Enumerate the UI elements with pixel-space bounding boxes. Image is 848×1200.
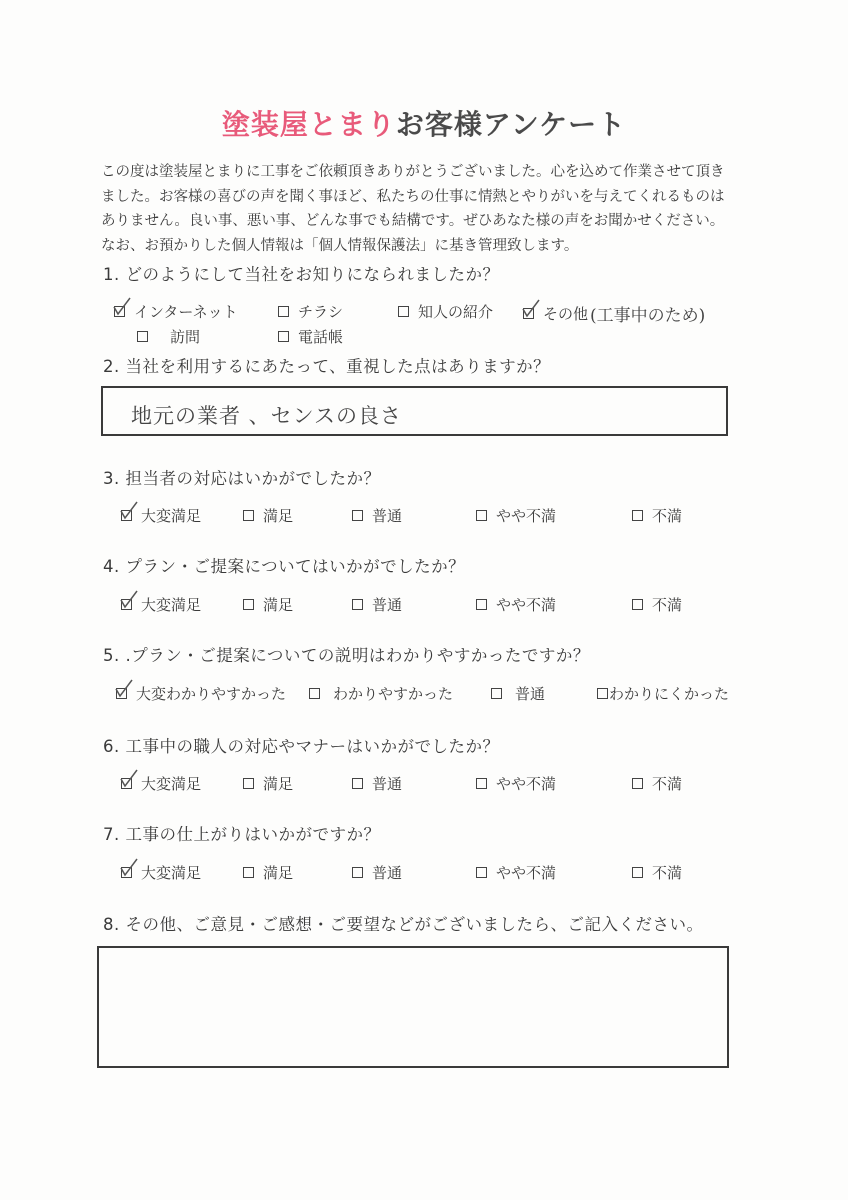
option-label: 不満 [652, 775, 683, 793]
question-5-label: 5. .プラン・ご提案についての説明はわかりやすかったですか？ [103, 646, 590, 665]
checkbox[interactable] [243, 510, 254, 521]
option-label: 不満 [652, 864, 683, 882]
option-label: やや不満 [496, 775, 557, 793]
q3-option-somewhat-dissatisfied[interactable] [476, 505, 556, 526]
option-label: やや不満 [496, 507, 557, 525]
checkbox[interactable] [243, 867, 254, 878]
question-2-label: 2. 当社を利用するにあたって、重視した点はありますか？ [103, 357, 551, 376]
q3-option-dissatisfied[interactable] [632, 505, 682, 526]
option-label: インターネット [134, 303, 238, 321]
q7-option-very-satisfied[interactable] [121, 862, 201, 883]
survey-title: お客様アンケート [395, 108, 627, 141]
q2-handwritten-answer: 地元の業者 、センスの良さ [131, 404, 403, 428]
checkmark-icon [114, 678, 134, 700]
checkbox[interactable] [352, 599, 363, 610]
checkbox[interactable] [352, 510, 363, 521]
q3-option-neutral[interactable] [352, 505, 402, 526]
checkbox[interactable] [632, 599, 643, 610]
option-label: 知人の紹介 [418, 303, 494, 321]
option-label: わかりやすかった [333, 685, 454, 703]
q6-option-neutral[interactable] [352, 773, 402, 794]
q7-option-satisfied[interactable] [243, 862, 293, 883]
checkbox[interactable] [632, 510, 643, 521]
q6-option-dissatisfied[interactable] [632, 773, 682, 794]
other-handwritten-note: (工事中のため) [590, 306, 706, 326]
q7-option-somewhat-dissatisfied[interactable] [476, 862, 556, 883]
checkbox[interactable] [352, 867, 363, 878]
checkbox[interactable] [632, 778, 643, 789]
checkbox[interactable] [398, 306, 409, 317]
checkbox[interactable] [309, 688, 320, 699]
intro-line: ました。お客様の喜びの声を聞く事ほど、私たちの仕事に情熱とやりがいを与えてくれるものは [101, 188, 725, 205]
checkbox[interactable] [491, 688, 502, 699]
option-label: 電話帳 [298, 328, 344, 346]
checkbox[interactable] [523, 308, 534, 319]
option-label: 普通 [372, 775, 403, 793]
checkmark-icon [119, 768, 139, 790]
checkmark-icon [112, 296, 132, 318]
option-label: 大変満足 [141, 864, 202, 882]
question-4-label: 4. プラン・ご提案についてはいかがでしたか？ [103, 557, 466, 576]
q6-option-somewhat-dissatisfied[interactable] [476, 773, 556, 794]
checkbox[interactable] [278, 306, 289, 317]
intro-line: ありません。良い事、悪い事、どんな事でも結構です。ぜひあなた様の声をお聞かせください。 [101, 213, 725, 229]
checkbox[interactable] [278, 331, 289, 342]
q1-option-flyer[interactable] [278, 301, 343, 322]
q5-option-clear[interactable] [309, 683, 453, 704]
option-label: 普通 [372, 596, 403, 614]
q4-option-very-satisfied[interactable] [121, 594, 201, 615]
checkbox[interactable] [597, 688, 608, 699]
checkbox[interactable] [121, 599, 132, 610]
intro-paragraph [101, 160, 761, 258]
option-label: やや不満 [496, 596, 557, 614]
option-label: 普通 [372, 507, 403, 525]
checkbox[interactable] [116, 688, 127, 699]
q1-option-referral[interactable] [398, 301, 493, 322]
checkbox[interactable] [114, 306, 125, 317]
q1-option-other[interactable] [523, 301, 705, 326]
option-label: 満足 [263, 864, 294, 882]
q7-option-dissatisfied[interactable] [632, 862, 682, 883]
q3-option-satisfied[interactable] [243, 505, 293, 526]
checkbox[interactable] [476, 867, 487, 878]
intro-line: なお、お預かりした個人情報は「個人情報保護法」に基き管理致します。 [101, 237, 579, 254]
q3-option-very-satisfied[interactable] [121, 505, 201, 526]
option-label: 不満 [652, 596, 683, 614]
checkbox[interactable] [476, 778, 487, 789]
q5-option-very-clear[interactable] [116, 683, 286, 704]
option-label: 満足 [263, 775, 294, 793]
q4-option-dissatisfied[interactable] [632, 594, 682, 615]
q4-option-neutral[interactable] [352, 594, 402, 615]
option-label: 大変わかりやすかった [136, 685, 287, 703]
checkbox[interactable] [476, 599, 487, 610]
option-label: 不満 [652, 507, 683, 525]
option-label: 普通 [515, 685, 546, 703]
question-8-label: 8. その他、ご意見・ご感想・ご要望などがございましたら、ご記入ください。 [103, 915, 704, 934]
q4-option-somewhat-dissatisfied[interactable] [476, 594, 556, 615]
brand-name: 塗装屋とまり [221, 108, 396, 141]
option-label: 満足 [263, 507, 294, 525]
page-title [0, 103, 848, 143]
checkmark-icon [119, 500, 139, 522]
intro-line: この度は塗装屋とまりに工事をご依頼頂きありがとうございました。心を込めて作業させて頂き [101, 164, 725, 180]
option-label: 訪問 [170, 328, 201, 346]
option-label: 大変満足 [141, 775, 202, 793]
checkbox[interactable] [632, 867, 643, 878]
option-label: わかりにくかった [609, 685, 730, 703]
option-label: 大変満足 [141, 596, 202, 614]
question-6-label: 6. 工事中の職人の対応やマナーはいかがでしたか？ [103, 737, 500, 756]
checkbox[interactable] [352, 778, 363, 789]
q5-option-neutral[interactable] [491, 683, 545, 704]
option-label: 大変満足 [141, 507, 202, 525]
option-label: 普通 [372, 864, 403, 882]
checkbox[interactable] [121, 867, 132, 878]
checkbox[interactable] [137, 331, 148, 342]
question-1-label: 1. どのようにして当社をお知りになられましたか？ [103, 265, 500, 284]
checkbox[interactable] [243, 599, 254, 610]
question-7-label: 7. 工事の仕上がりはいかがですか？ [103, 825, 381, 844]
checkbox[interactable] [121, 778, 132, 789]
checkbox[interactable] [121, 510, 132, 521]
question-3-label: 3. 担当者の対応はいかがでしたか？ [103, 469, 381, 488]
q6-option-very-satisfied[interactable] [121, 773, 201, 794]
q2-answer-box[interactable] [101, 386, 728, 436]
option-label: チラシ [298, 303, 344, 321]
q5-option-unclear[interactable] [597, 683, 729, 704]
checkmark-icon [119, 857, 139, 879]
checkbox[interactable] [476, 510, 487, 521]
q4-option-satisfied[interactable] [243, 594, 293, 615]
q1-option-internet[interactable] [114, 301, 238, 322]
option-label: その他 [543, 305, 589, 323]
q8-answer-box[interactable] [97, 946, 729, 1068]
checkmark-icon [521, 298, 541, 320]
option-label: やや不満 [496, 864, 557, 882]
q1-option-phonebook[interactable] [278, 326, 343, 347]
checkbox[interactable] [243, 778, 254, 789]
q6-option-satisfied[interactable] [243, 773, 293, 794]
q1-option-visit[interactable] [137, 326, 200, 347]
checkmark-icon [119, 589, 139, 611]
q7-option-neutral[interactable] [352, 862, 402, 883]
option-label: 満足 [263, 596, 294, 614]
